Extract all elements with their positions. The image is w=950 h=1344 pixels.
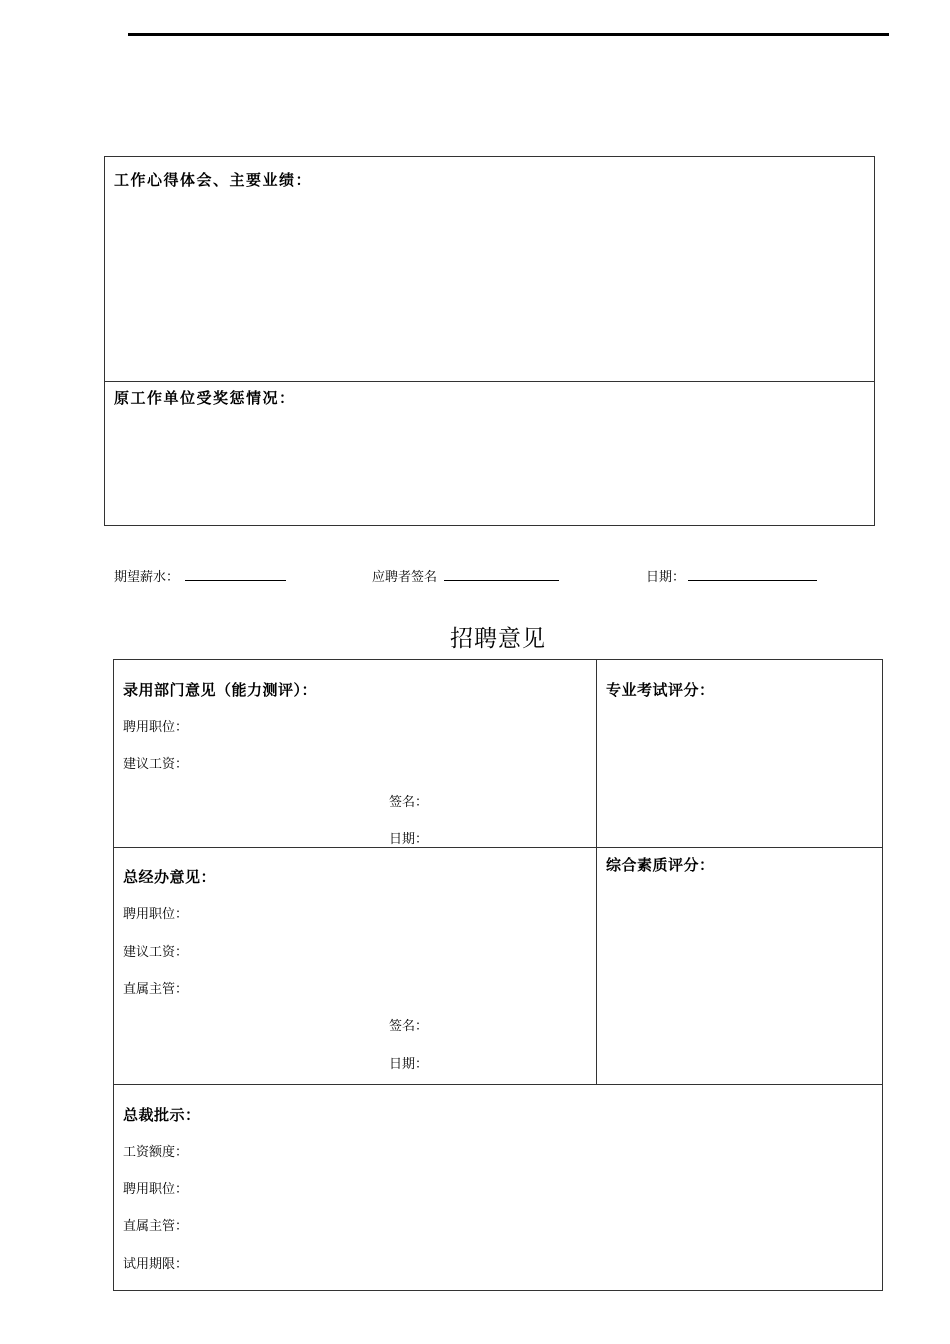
header-rule	[128, 33, 889, 36]
awards-label: 原工作单位受奖惩情况：	[114, 389, 296, 407]
quality-score-label: 综合素质评分：	[606, 856, 715, 874]
gm-position-label: 聘用职位：	[123, 907, 189, 922]
recruitment-opinion-table	[113, 659, 883, 1291]
recruitment-opinion-title: 招聘意见	[450, 626, 546, 652]
president-supervisor-label: 直属主管：	[123, 1219, 189, 1234]
table-row-divider-2	[114, 1084, 882, 1085]
professional-score-label: 专业考试评分：	[606, 681, 715, 699]
gm-salary-label: 建议工资：	[123, 945, 189, 960]
work-experience-label: 工作心得体会、主要业绩：	[114, 171, 313, 189]
table-row-divider-1	[114, 847, 882, 848]
date-field[interactable]	[688, 580, 817, 581]
department-signature-label: 签名：	[389, 795, 429, 810]
date-label: 日期：	[646, 570, 686, 585]
department-salary-label: 建议工资：	[123, 757, 189, 772]
applicant-signature-label: 应聘者签名	[372, 570, 438, 585]
president-probation-label: 试用期限：	[123, 1257, 189, 1272]
gm-signature-label: 签名：	[389, 1019, 429, 1034]
box-divider	[105, 381, 874, 382]
department-date-label: 日期：	[389, 832, 429, 847]
expected-salary-label: 期望薪水：	[114, 570, 180, 585]
experience-box	[104, 156, 875, 526]
table-column-divider	[596, 660, 597, 1085]
applicant-signature-field[interactable]	[444, 580, 559, 581]
president-salary-amount-label: 工资额度：	[123, 1145, 189, 1160]
president-heading: 总裁批示：	[123, 1106, 201, 1124]
department-opinion-heading: 录用部门意见（能力测评）：	[123, 681, 318, 699]
gm-date-label: 日期：	[389, 1057, 429, 1072]
president-position-label: 聘用职位：	[123, 1182, 189, 1197]
general-manager-heading: 总经办意见：	[123, 868, 217, 886]
department-position-label: 聘用职位：	[123, 720, 189, 735]
expected-salary-field[interactable]	[185, 580, 286, 581]
gm-supervisor-label: 直属主管：	[123, 982, 189, 997]
